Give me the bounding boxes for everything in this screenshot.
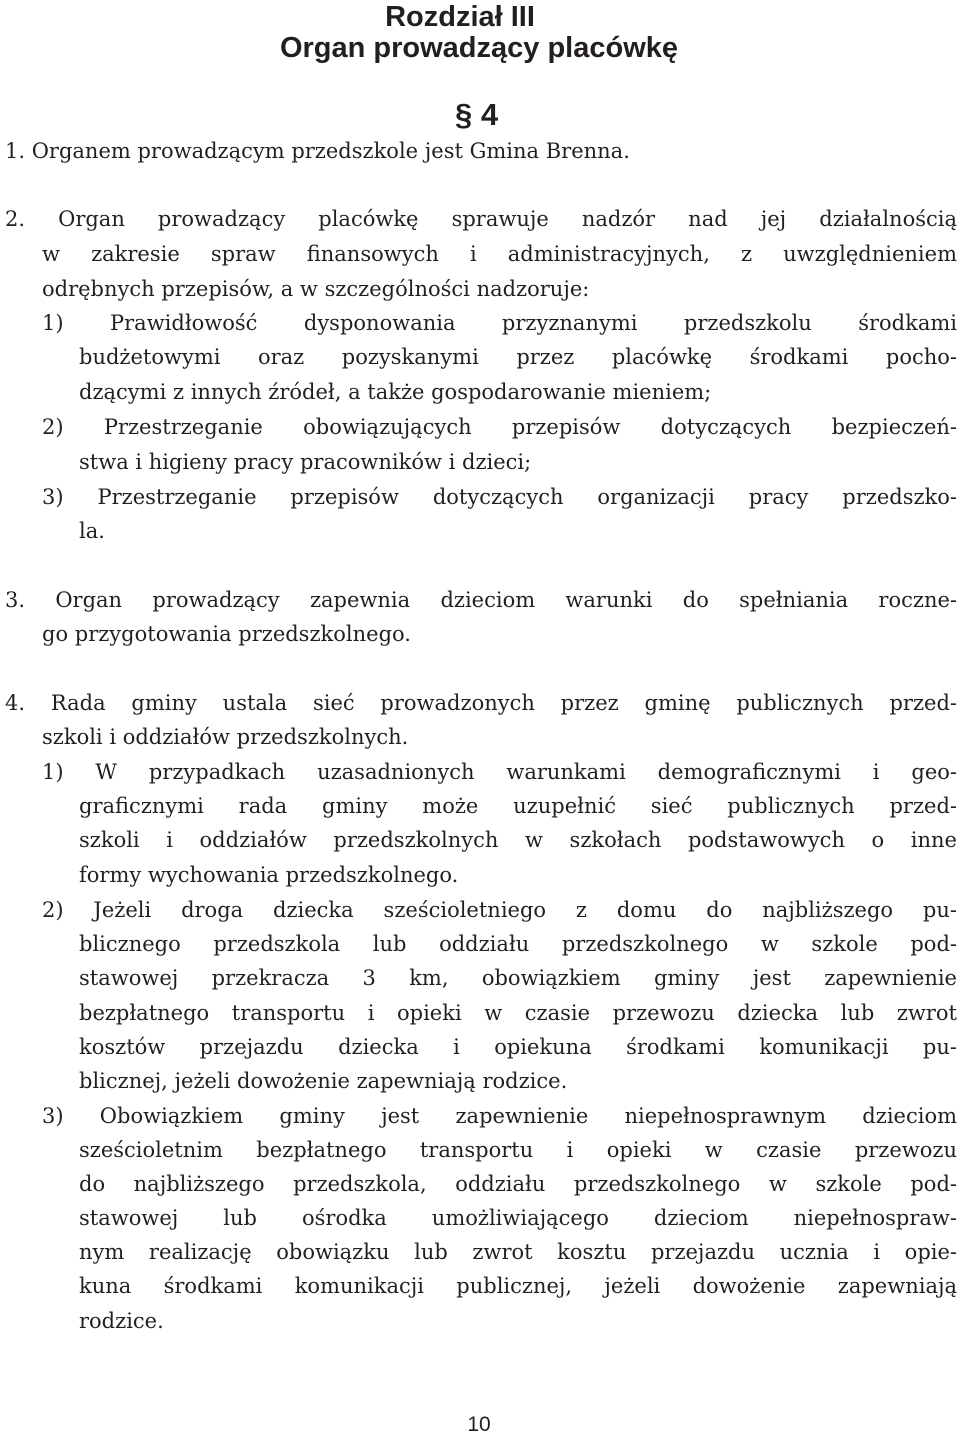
list-item-line: do najbliższego przedszkola, oddziału przedszkolnego w szkole pod- xyxy=(79,1172,957,1196)
paragraph-4-line: szkoli i oddziałów przedszkolnych. xyxy=(42,725,409,749)
chapter-number: Rozdział III xyxy=(385,1,535,33)
list-item-line: 2) Przestrzeganie obowiązujących przepisów dotyczących bezpieczeń- xyxy=(42,415,957,439)
paragraph-1-line: 1. Organem prowadzącym przedszkole jest Gmina Brenna. xyxy=(5,139,630,163)
list-item-line: formy wychowania przedszkolnego. xyxy=(79,863,459,887)
section-mark: § 4 xyxy=(455,97,499,132)
list-item-line: szkoli i oddziałów przedszkolnych w szkołach podstawowych o inne xyxy=(79,828,957,852)
list-item-line: 1) Prawidłowość dysponowania przyznanymi przedszkolu środkami xyxy=(42,311,957,335)
list-item-line: 3) Przestrzeganie przepisów dotyczących organizacji pracy przedszko- xyxy=(42,485,957,509)
paragraph-3-line: go przygotowania przedszkolnego. xyxy=(42,622,411,646)
list-item-line: 3) Obowiązkiem gminy jest zapewnienie niepełnosprawnym dzieciom xyxy=(42,1104,957,1128)
paragraph-4-line: 4. Rada gminy ustala sieć prowadzonych przez gminę publicznych przed- xyxy=(5,691,957,715)
list-item-line: kosztów przejazdu dziecka i opiekuna środkami komunikacji pu- xyxy=(79,1035,957,1059)
paragraph-2-line: w zakresie spraw finansowych i administracyjnych, z uwzględnieniem xyxy=(42,242,957,266)
list-item-line: rodzice. xyxy=(79,1309,164,1333)
list-item-line: nym realizację obowiązku lub zwrot kosztu przejazdu ucznia i opie- xyxy=(79,1240,957,1264)
chapter-title: Organ prowadzący placówkę xyxy=(279,32,679,64)
list-item-line: stawowej lub ośrodka umożliwiającego dzieciom niepełnospraw- xyxy=(79,1206,957,1230)
list-item-line: graficznymi rada gminy może uzupełnić sieć publicznych przed- xyxy=(79,794,957,818)
list-item-line: blicznej, jeżeli dowożenie zapewniają rodzice. xyxy=(79,1069,568,1093)
page-number: 10 xyxy=(467,1413,491,1436)
paragraph-3-line: 3. Organ prowadzący zapewnia dzieciom warunki do spełniania roczne- xyxy=(5,588,957,612)
paragraph-2-line: odrębnych przepisów, a w szczególności nadzoruje: xyxy=(42,277,590,301)
list-item-line: stwa i higieny pracy pracowników i dzieci; xyxy=(79,450,532,474)
list-item-line: sześcioletnim bezpłatnego transportu i opieki w czasie przewozu xyxy=(79,1138,957,1162)
list-item-line: 2) Jeżeli droga dziecka sześcioletniego z domu do najbliższego pu- xyxy=(42,898,957,922)
list-item-line: blicznego przedszkola lub oddziału przedszkolnego w szkole pod- xyxy=(79,932,957,956)
list-item-line: budżetowymi oraz pozyskanymi przez placówkę środkami pocho- xyxy=(79,345,957,369)
list-item-line: 1) W przypadkach uzasadnionych warunkami demograficznymi i geo- xyxy=(42,760,957,784)
paragraph-2-line: 2. Organ prowadzący placówkę sprawuje nadzór nad jej działalnością xyxy=(5,207,957,231)
list-item-line: stawowej przekracza 3 km, obowiązkiem gminy jest zapewnienie xyxy=(79,966,957,990)
list-item-line: la. xyxy=(79,519,105,543)
list-item-line: bezpłatnego transportu i opieki w czasie przewozu dziecka lub zwrot xyxy=(79,1001,957,1025)
list-item-line: kuna środkami komunikacji publicznej, jeżeli dowożenie zapewniają xyxy=(79,1274,957,1298)
list-item-line: dzącymi z innych źródeł, a także gospodarowanie mieniem; xyxy=(79,380,712,404)
